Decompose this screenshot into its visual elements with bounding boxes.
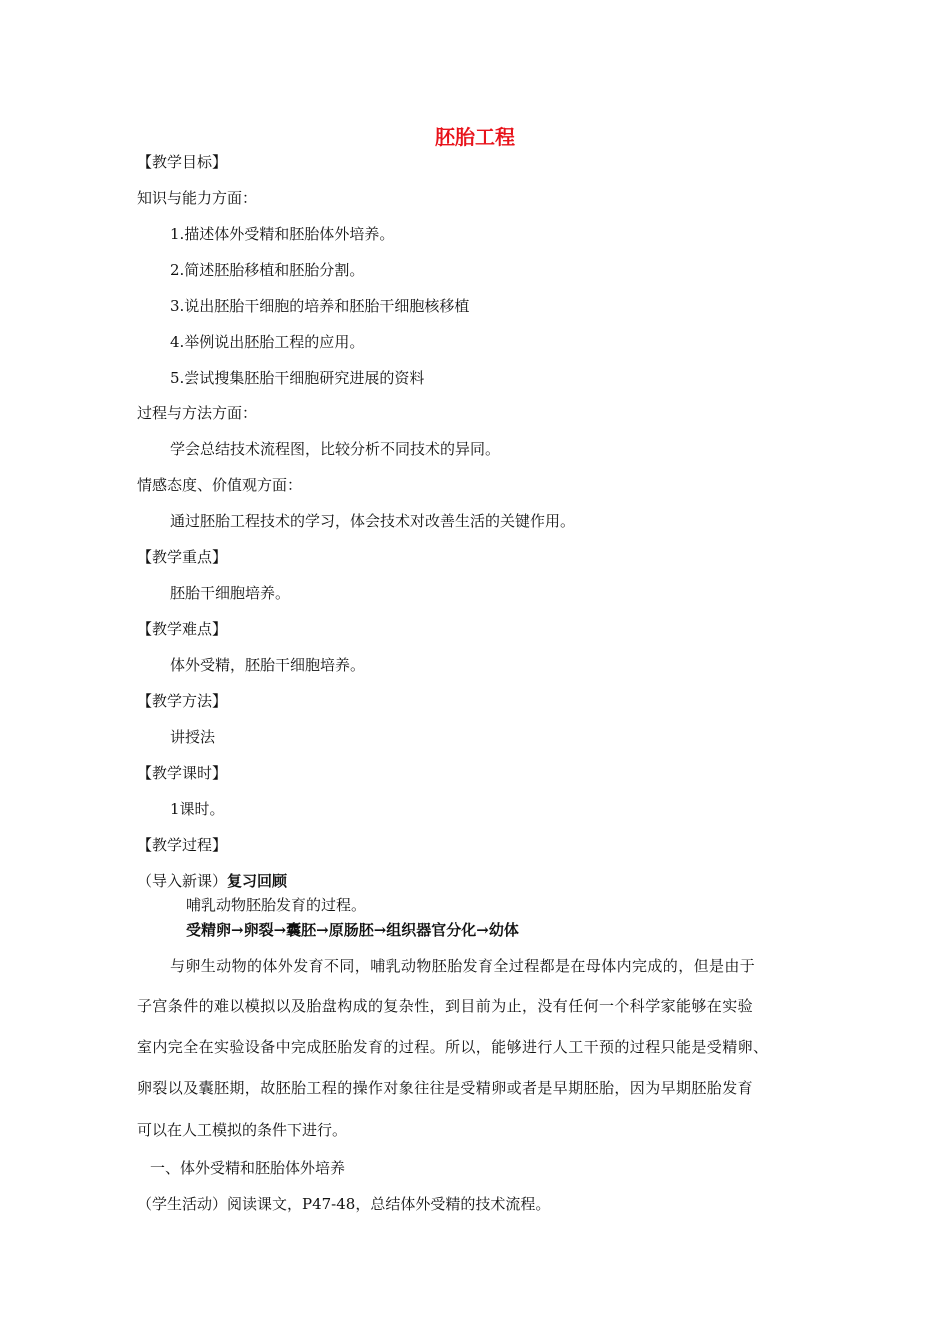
teaching-method-text: 讲授法 [170,728,216,746]
difficult-point-heading: 【教学难点】 [137,620,228,638]
part-one-heading: 一、体外受精和胚胎体外培养 [150,1159,346,1177]
paragraph-line: 卵裂以及囊胚期，故胚胎工程的操作对象往往是受精卵或者是早期胚胎，因为早期胚胎发育 [137,1079,754,1097]
paragraph-line: 子宫条件的难以模拟以及胎盘构成的复杂性，到目前为止，没有任何一个科学家能够在实验 [137,997,754,1015]
key-point-text: 胚胎干细胞培养。 [170,584,291,602]
intro-line [137,870,287,892]
knowledge-item: 3.说出胚胎干细胞的培养和胚胎干细胞核移植 [170,297,470,315]
document-title: 胚胎工程 [435,125,515,149]
paragraph-line: 室内完全在实验设备中完成胚胎发育的过程。所以，能够进行人工干预的过程只能是受精卵、 [137,1038,769,1056]
teaching-goal-heading: 【教学目标】 [137,153,228,171]
intro-bold-title: 复习回顾 [227,872,288,890]
student-activity: （学生活动）阅读课文，P47-48，总结体外受精的技术流程。 [137,1195,551,1213]
key-point-heading: 【教学重点】 [137,548,228,566]
process-method-heading: 过程与方法方面： [137,404,258,422]
knowledge-heading: 知识与能力方面： [137,189,258,207]
review-text: 哺乳动物胚胎发育的过程。 [186,896,367,914]
teaching-method-heading: 【教学方法】 [137,692,228,710]
process-method-text: 学会总结技术流程图，比较分析不同技术的异同。 [170,440,501,458]
development-chain: 受精卵→卵裂→囊胚→原肠胚→组织器官分化→幼体 [186,921,519,939]
knowledge-item: 1.描述体外受精和胚胎体外培养。 [170,225,395,243]
class-hours-heading: 【教学课时】 [137,764,228,782]
paragraph-line: 可以在人工模拟的条件下进行。 [137,1121,348,1139]
class-hours-text: 1课时。 [170,800,225,818]
difficult-point-text: 体外受精，胚胎干细胞培养。 [170,656,366,674]
emotion-heading: 情感态度、价值观方面： [137,476,303,494]
teaching-process-heading: 【教学过程】 [137,836,228,854]
intro-prefix: （导入新课） [137,872,228,890]
knowledge-item: 2.简述胚胎移植和胚胎分割。 [170,261,365,279]
paragraph-line: 与卵生动物的体外发育不同，哺乳动物胚胎发育全过程都是在母体内完成的，但是由于 [170,957,756,975]
knowledge-item: 4.举例说出胚胎工程的应用。 [170,333,365,351]
emotion-text: 通过胚胎工程技术的学习，体会技术对改善生活的关键作用。 [170,512,576,530]
knowledge-item: 5.尝试搜集胚胎干细胞研究进展的资料 [170,369,425,387]
